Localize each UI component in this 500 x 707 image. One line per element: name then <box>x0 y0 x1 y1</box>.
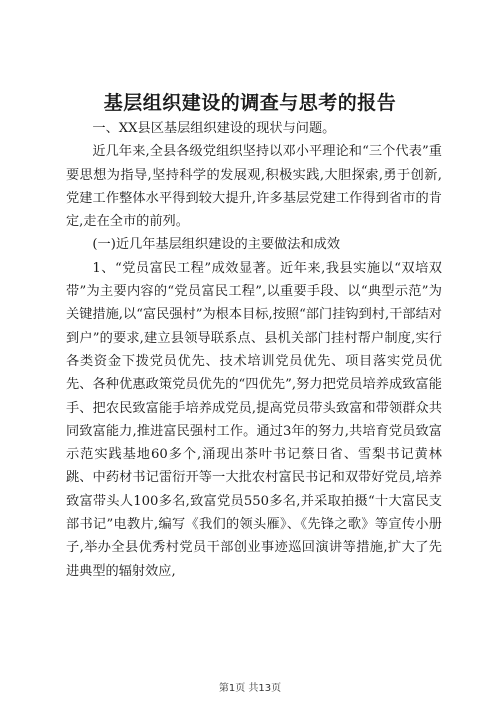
section-heading: 一、XX县区基层组织建设的现状与问题。 <box>92 121 336 136</box>
subsection-heading: (一)近几年基层组织建设的主要做法和成效 <box>92 237 341 253</box>
page-footer: 第1页 共13页 <box>218 683 282 694</box>
item-paragraph: 1、“党员富民工程”成效显著。近年来,我县实施以“双培双带”为主要内容的“党员富民工程”,以重要手段、以“典型示范”为关键措施,以“富民强村”为根本目标,按照“部门挂钩到村,干部结对到户”的要求,建立县领导联系点、县机关部门挂村帮户制度,实行各类资金下拨党员优先、技术培训党员优先、项目落实党员优先、各种优惠政策党员优先的“四优先”,努力把党员培养成致富能手、把农民致富能手培养成党员,提高党员带头致富和带领群众共同致富能力,推进富民强村工作。通过3年的努力,共培育党员致富示范实践基地60多个,涌现出茶叶书记蔡日省、雪梨书记黄林跳、中药材书记雷衍开等一大批农村富民书记和双带好党员,培养致富带头人100多名,致富党员550多名,并采取拍摄“十大富民支部书记”电教片,编写《我们的领头雁》、《先锋之歌》等宣传小册子,举办全县优秀村党员干部创业事迹巡回演讲等措施,扩大了先进典型的辐射效应, <box>66 260 442 579</box>
intro-paragraph: 近几年来,全县各级党组织坚持以邓小平理论和“三个代表”重要思想为指导,坚持科学的发展观,积极实践,大胆探索,勇于创新,党建工作整体水平得到较大提升,许多基层党建工作得到省市的肯定,走在全市的前列。 <box>66 144 442 230</box>
document-body <box>66 117 442 583</box>
document-title: 基层组织建设的调查与思考的报告 <box>103 92 397 114</box>
